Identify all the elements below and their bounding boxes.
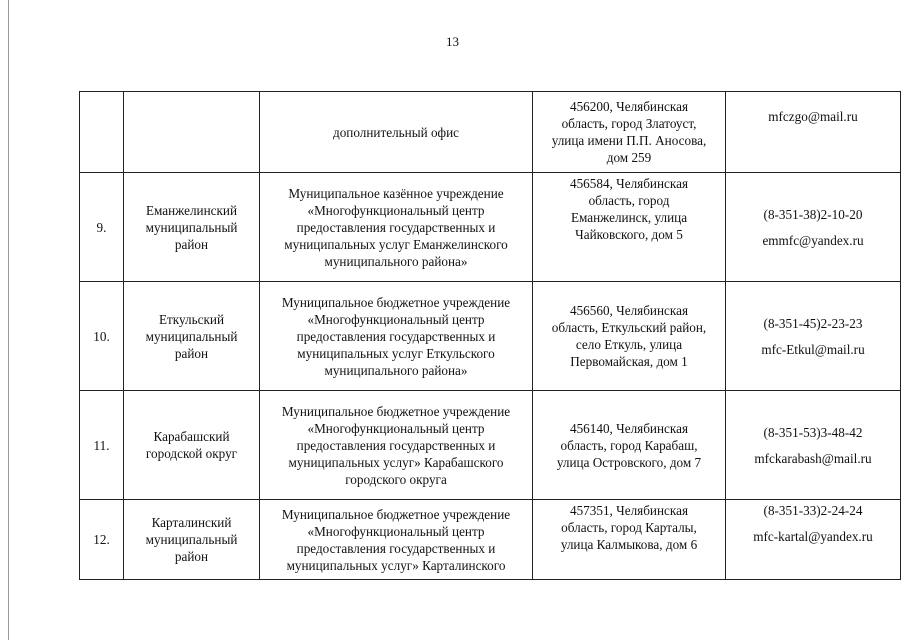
organization-line: «Многофункциональный центр	[307, 523, 485, 539]
email-text: mfczgo@mail.ru	[768, 109, 858, 124]
address-line: улица Калмыкова, дом 6	[560, 537, 698, 552]
municipality-line: Карталинский	[151, 515, 232, 530]
address-cell	[533, 173, 726, 282]
organization-cell	[260, 391, 533, 500]
municipality-cell	[124, 282, 260, 391]
email-text: mfckarabash@mail.ru	[754, 450, 872, 466]
municipality-cell	[124, 92, 260, 173]
contacts-cell	[726, 391, 901, 500]
organization-line: муниципальных услуг» Карабашского	[288, 454, 504, 470]
address-cell	[533, 391, 726, 500]
municipality-line: Еманжелинский	[145, 202, 238, 218]
address-line: область, город Златоуст,	[561, 116, 697, 131]
table-row	[80, 282, 901, 391]
municipality-line: район	[174, 549, 209, 564]
table-row	[80, 500, 901, 580]
organization-cell	[260, 92, 533, 173]
row-number: 12.	[80, 500, 124, 580]
table-row	[80, 391, 901, 500]
organization-line: муниципального района»	[324, 362, 468, 378]
table-row	[80, 173, 901, 282]
municipality-cell	[124, 391, 260, 500]
address-line: Чайковского, дом 5	[575, 227, 683, 242]
municipality-line: Еткульский	[158, 311, 225, 327]
organization-line: «Многофункциональный центр	[307, 202, 485, 218]
municipality-cell	[124, 173, 260, 282]
address-line: село Еткуль, улица	[575, 337, 683, 352]
organization-line: Муниципальное бюджетное учреждение	[281, 294, 511, 310]
organization-line: «Многофункциональный центр	[307, 311, 485, 327]
address-line: улица имени П.П. Аносова,	[551, 133, 707, 148]
phone-text: (8-351-38)2-10-20	[763, 206, 863, 222]
address-line: 456560, Челябинская	[569, 303, 689, 318]
row-number	[80, 92, 124, 173]
address-line: область, город Карталы,	[561, 520, 697, 535]
email-text: mfc-kartal@yandex.ru	[753, 529, 873, 544]
page-number: 13	[446, 34, 459, 49]
row-number: 9.	[80, 173, 124, 282]
organization-line: «Многофункциональный центр	[307, 420, 485, 436]
municipality-line: муниципальный	[145, 328, 238, 344]
organization-line: муниципальных услуг Еткульского	[297, 345, 495, 361]
organization-line: муниципального района»	[324, 253, 468, 269]
organization-line: муниципальных услуг Еманжелинского	[284, 236, 508, 252]
organization-line: предоставления государственных и	[296, 328, 496, 344]
organization-line: предоставления государственных и	[296, 219, 496, 235]
row-number: 10.	[80, 282, 124, 391]
email-text: emmfc@yandex.ru	[762, 232, 864, 248]
phone-text: (8-351-45)2-23-23	[763, 315, 863, 331]
address-line: 456140, Челябинская	[569, 420, 689, 436]
address-line: дом 259	[606, 150, 652, 165]
organization-line: предоставления государственных и	[296, 540, 496, 556]
organization-cell	[260, 282, 533, 391]
row-number: 11.	[80, 391, 124, 500]
municipality-line: муниципальный	[145, 219, 238, 235]
municipality-line: муниципальный	[145, 532, 238, 547]
address-line: 457351, Челябинская	[569, 503, 689, 518]
address-line: область, город	[588, 193, 670, 208]
municipality-line: городской округ	[145, 446, 238, 461]
mfc-table	[79, 91, 901, 580]
address-line: улица Островского, дом 7	[556, 454, 702, 470]
organization-line: предоставления государственных и	[296, 437, 496, 453]
organization-line: Муниципальное казённое учреждение	[288, 185, 504, 201]
address-cell	[533, 92, 726, 173]
address-line: Первомайская, дом 1	[570, 354, 688, 369]
organization-line: дополнительный офис	[332, 124, 459, 140]
organization-line: городского округа	[345, 471, 447, 487]
organization-cell	[260, 500, 533, 580]
address-line: 456200, Челябинская	[569, 99, 689, 114]
page-left-edge	[8, 0, 9, 640]
address-line: область, город Карабаш,	[560, 437, 698, 453]
address-cell	[533, 500, 726, 580]
phone-text: (8-351-33)2-24-24	[763, 503, 863, 518]
municipality-line: Карабашский	[153, 429, 230, 444]
contacts-cell	[726, 282, 901, 391]
organization-line: Муниципальное бюджетное учреждение	[281, 506, 511, 522]
address-cell	[533, 282, 726, 391]
phone-text: (8-351-53)3-48-42	[763, 424, 863, 440]
municipality-line: район	[174, 236, 209, 252]
municipality-line: район	[174, 345, 209, 361]
address-line: Еманжелинск, улица	[570, 210, 688, 225]
organization-line: Муниципальное бюджетное учреждение	[281, 403, 511, 419]
email-text: mfc-Etkul@mail.ru	[761, 341, 865, 357]
address-line: 456584, Челябинская	[569, 176, 689, 191]
table-row	[80, 92, 901, 173]
contacts-cell	[726, 173, 901, 282]
organization-line: муниципальных услуг» Карталинского	[286, 557, 506, 573]
organization-cell	[260, 173, 533, 282]
contacts-cell	[726, 500, 901, 580]
address-line: область, Еткульский район,	[551, 320, 707, 335]
municipality-cell	[124, 500, 260, 580]
contacts-cell	[726, 92, 901, 173]
